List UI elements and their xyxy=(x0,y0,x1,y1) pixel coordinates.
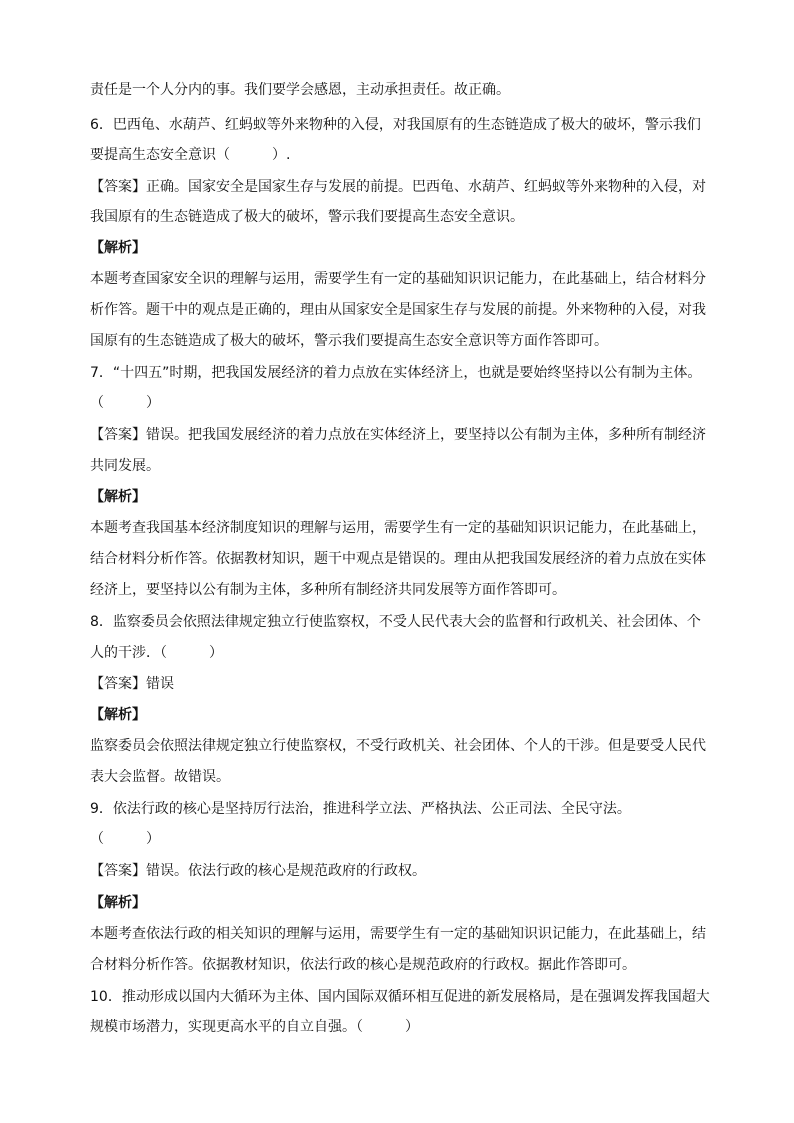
q10-question-line: 10．推动形成以国内大循环为主体、国内国际双循环相互促进的新发展格局，是在强调发挥我国超大 xyxy=(90,989,710,1005)
q6-analysis-line: 国原有的生态链造成了极大的破坏，警示我们要提高生态安全意识等方面作答即可。 xyxy=(90,333,608,349)
q7-analysis-line: 结合材料分析作答。依据教材知识，题干中观点是错误的。理由从把我国发展经济的着力点放在实体 xyxy=(90,551,706,567)
q8-question-line: 人的干涉．（ ） xyxy=(90,645,223,661)
q6-analysis-heading: 【解析】 xyxy=(90,240,146,256)
q9-question-line: （ ） xyxy=(90,831,160,847)
q7-analysis-heading: 【解析】 xyxy=(90,489,146,505)
q8-analysis-heading: 【解析】 xyxy=(90,707,146,723)
intro-line: 责任是一个人分内的事。我们要学会感恩，主动承担责任。故正确。 xyxy=(90,82,510,98)
q9-analysis-line: 合材料分析作答。依据教材知识，依法行政的核心是规范政府的行政权。据此作答即可。 xyxy=(90,957,636,973)
q6-answer-line: 我国原有的生态链造成了极大的破坏，警示我们要提高生态安全意识。 xyxy=(90,209,524,225)
q6-question-line: 6．巴西龟、水葫芦、红蚂蚁等外来物种的入侵，对我国原有的生态链造成了极大的破坏，警示我们 xyxy=(90,117,701,133)
q8-question-line: 8．监察委员会依照法律规定独立行使监察权，不受人民代表大会的监督和行政机关、社会团体、个 xyxy=(90,614,701,630)
q7-answer-line: 共同发展。 xyxy=(90,458,160,474)
q8-analysis-line: 表大会监督。故错误。 xyxy=(90,769,230,785)
q9-answer-line: 【答案】错误。依法行政的核心是规范政府的行政权。 xyxy=(90,863,426,879)
q7-question-line: （ ） xyxy=(90,395,160,411)
q9-question-line: 9．依法行政的核心是坚持厉行法治，推进科学立法、严格执法、公正司法、全民守法。 xyxy=(90,801,631,817)
q9-analysis-heading: 【解析】 xyxy=(90,895,146,911)
q7-question-line: 7．“十四五”时期，把我国发展经济的着力点放在实体经济上，也就是要始终坚持以公有制为主体。 xyxy=(90,365,702,381)
q10-question-line: 规模市场潜力，实现更高水平的自立自强。（ ） xyxy=(90,1019,419,1035)
q6-answer-line: 【答案】正确。国家安全是国家生存与发展的前提。巴西龟、水葫芦、红蚂蚁等外来物种的入侵，对 xyxy=(90,179,706,195)
q8-answer-line: 【答案】错误 xyxy=(90,676,174,692)
q7-analysis-line: 本题考查我国基本经济制度知识的理解与运用，需要学生有一定的基础知识识记能力，在此基础上， xyxy=(90,520,706,536)
q9-analysis-line: 本题考查依法行政的相关知识的理解与运用，需要学生有一定的基础知识识记能力，在此基础上，结 xyxy=(90,926,706,942)
q7-answer-line: 【答案】错误。把我国发展经济的着力点放在实体经济上，要坚持以公有制为主体，多种所有制经济 xyxy=(90,427,706,443)
q6-analysis-line: 本题考查国家安全识的理解与运用，需要学生有一定的基础知识识记能力，在此基础上，结合材料分 xyxy=(90,271,706,287)
q6-question-line: 要提高生态安全意识（ ）. xyxy=(90,147,291,163)
q8-analysis-line: 监察委员会依照法律规定独立行使监察权，不受行政机关、社会团体、个人的干涉。但是要受人民代 xyxy=(90,738,706,754)
q7-analysis-line: 经济上，要坚持以公有制为主体，多种所有制经济共同发展等方面作答即可。 xyxy=(90,582,566,598)
q6-analysis-line: 析作答。题干中的观点是正确的，理由从国家安全是国家生存与发展的前提。外来物种的入侵，对我 xyxy=(90,302,706,318)
